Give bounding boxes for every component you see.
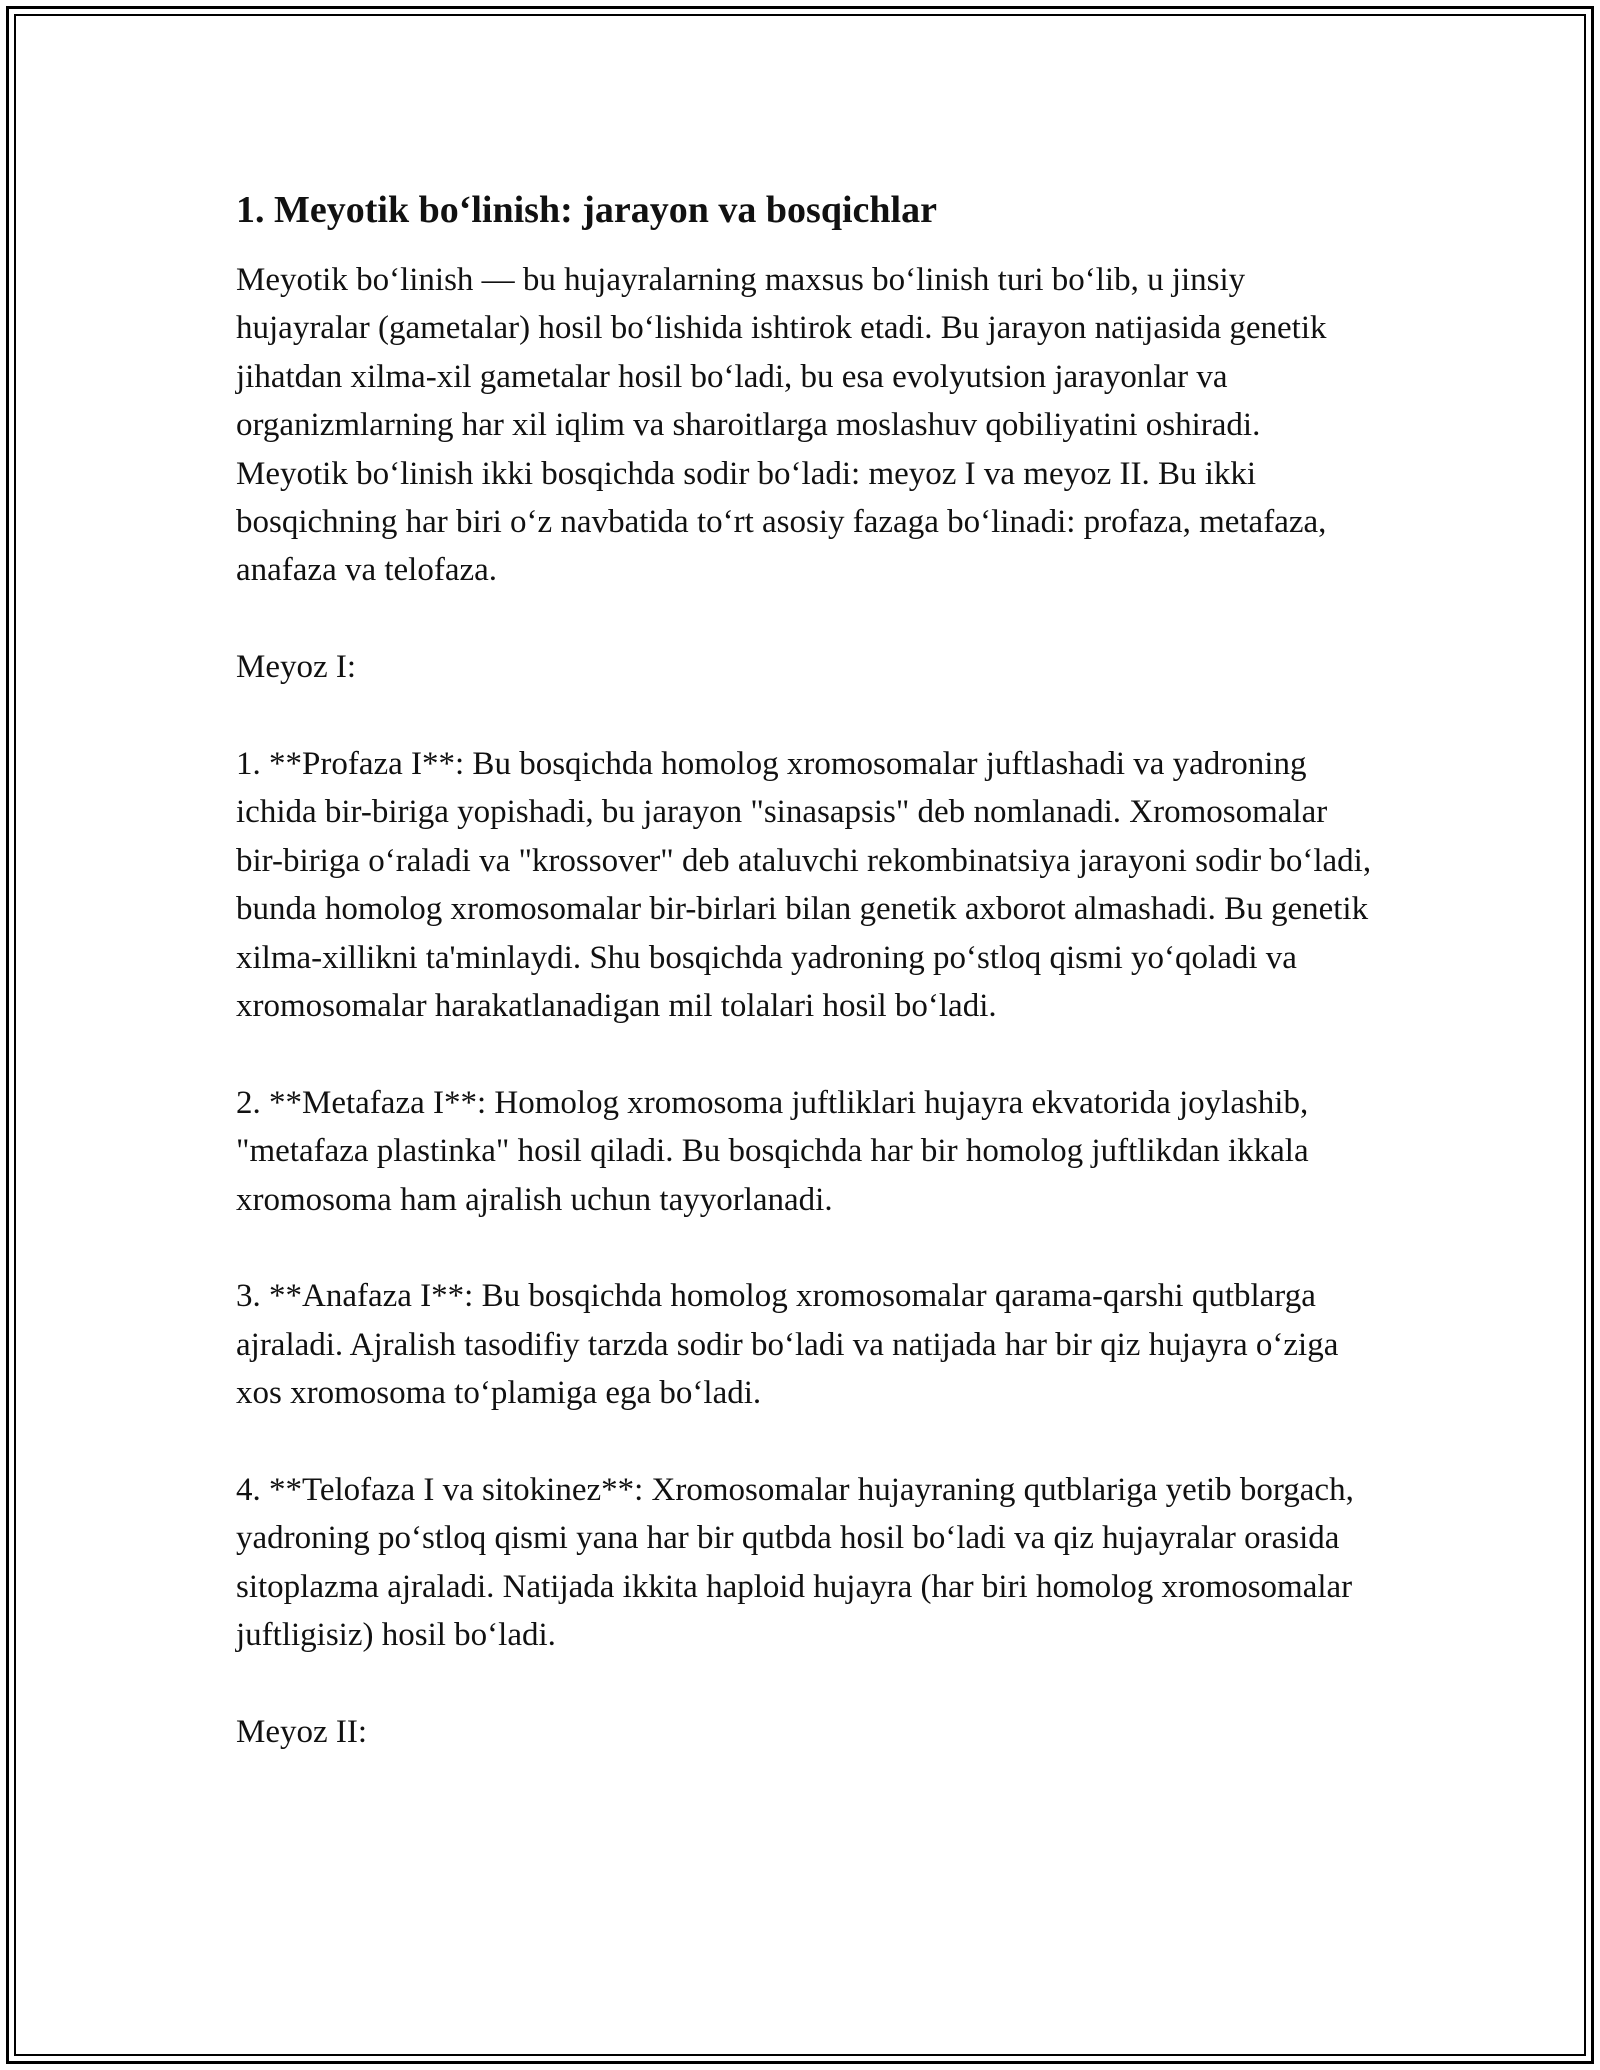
list-item-telofaza-1: 4. **Telofaza I va sitokinez**: Xromosomalar hujayraning qutblariga yetib borgach, yadroning po‘stloq qismi yana har bir qutbda hosil bo‘ladi va qiz hujayralar orasida sitoplazma ajraladi. Natijada ikkita haploid hujayra (har biri homolog xromosomalar juftligisiz) hosil bo‘ladi. bbox=[236, 1472, 1354, 1654]
list-item-profaza-1: 1. **Profaza I**: Bu bosqichda homolog xromosomalar juftlashadi va yadroning ichida bir-biriga yopishadi, bu jarayon "sinasapsis" deb nomlanadi. Xromosomalar bir-biriga o‘raladi va "krossover" deb ataluvchi rekombinatsiya jarayoni sodir bo‘ladi, bunda homolog xromosomalar bir-birlari bilan genetik axborot almashadi. Bu genetik xilma-xillikni ta'minlaydi. Shu bosqichda yadroning po‘stloq qismi yo‘qoladi va xromosomalar harakatlanadigan mil tolalari hosil bo‘ladi. bbox=[236, 746, 1372, 1025]
section-heading-meyoz-1: Meyoz I: bbox=[236, 649, 357, 686]
section-heading-meyoz-2: Meyoz II: bbox=[236, 1714, 368, 1751]
intro-paragraph: Meyotik bo‘linish — bu hujayralarning maxsus bo‘linish turi bo‘lib, u jinsiy hujayralar (gametalar) hosil bo‘lishida ishtirok etadi. Bu jarayon natijasida genetik jihatdan xilma-xil gametalar hosil bo‘ladi, bu esa evolyutsion jarayonlar va organizmlarning har xil iqlim va sharoitlarga moslashuv qobiliyatini oshiradi. Meyotik bo‘linish ikki bosqichda sodir bo‘ladi: meyoz I va meyoz II. Bu ikki bosqichning har biri o‘z navbatida to‘rt asosiy fazaga bo‘linadi: profaza, metafaza, anafaza va telofaza. bbox=[236, 262, 1327, 589]
list-item-anafaza-1: 3. **Anafaza I**: Bu bosqichda homolog xromosomalar qarama-qarshi qutblarga ajraladi. Ajralish tasodifiy tarzda sodir bo‘ladi va natijada har bir qiz hujayra o‘ziga xos xromosoma to‘plamiga ega bo‘ladi. bbox=[236, 1278, 1339, 1412]
document-title: 1. Meyotik bo‘linish: jarayon va bosqichlar bbox=[236, 189, 937, 231]
document-page bbox=[236, 186, 1372, 1805]
list-item-metafaza-1: 2. **Metafaza I**: Homolog xromosoma juftliklari hujayra ekvatorida joylashib, "metafaza plastinka" hosil qiladi. Bu bosqichda har bir homolog juftlikdan ikkala xromosoma ham ajralish uchun tayyorlanadi. bbox=[236, 1084, 1309, 1218]
